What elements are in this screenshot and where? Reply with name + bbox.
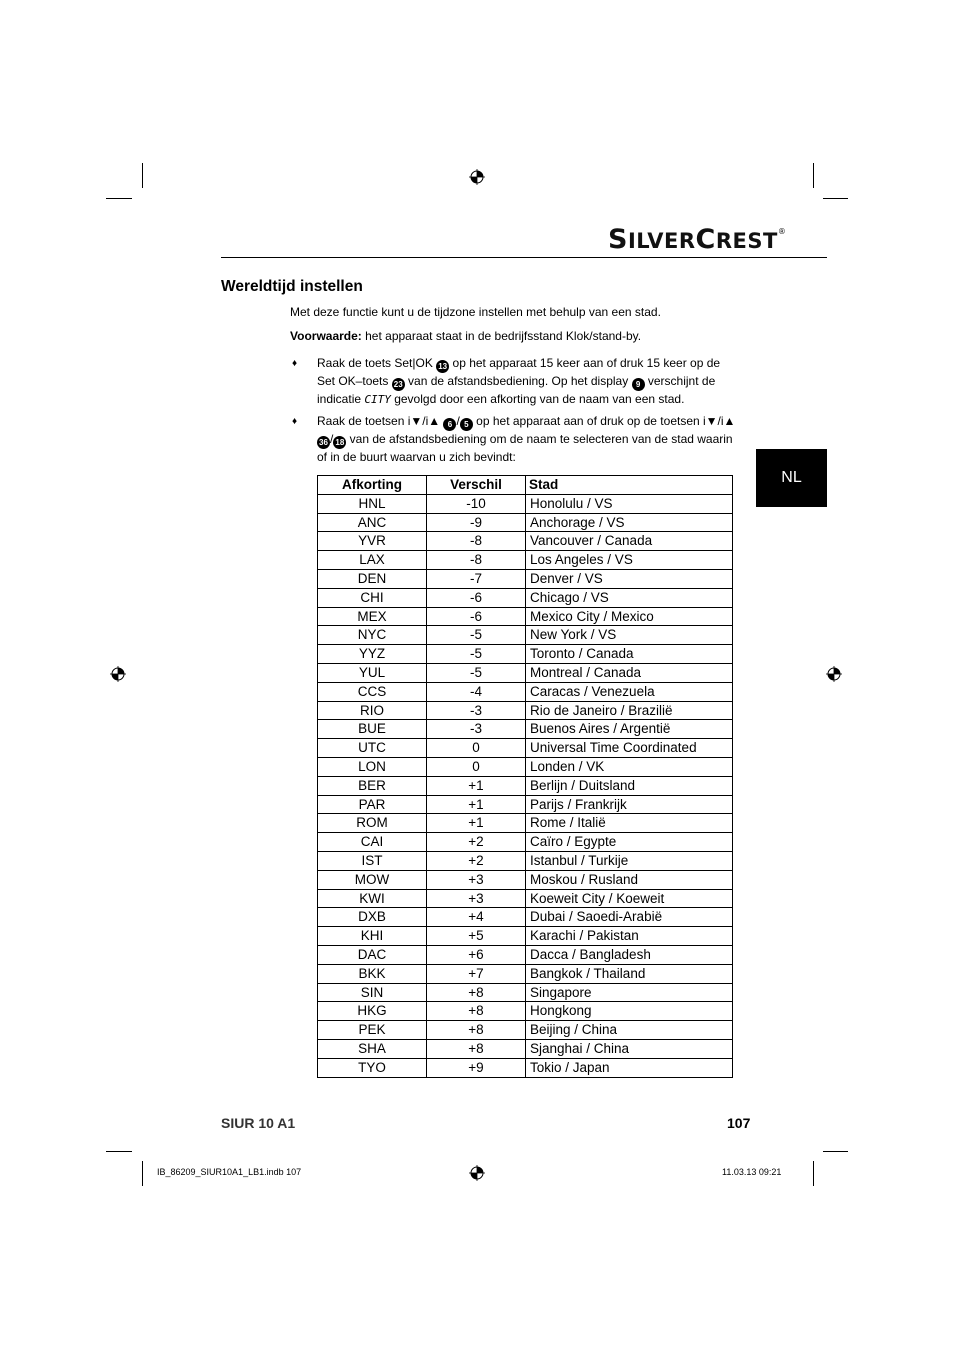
city-cell: Vancouver / Canada [526, 532, 733, 551]
offset-cell: +5 [427, 927, 526, 946]
abbreviation-cell: MOW [318, 870, 427, 889]
header-rule [221, 257, 827, 258]
offset-cell: -6 [427, 607, 526, 626]
abbreviation-cell: KHI [318, 927, 427, 946]
offset-cell: +8 [427, 1021, 526, 1040]
model-number: SIUR 10 A1 [221, 1115, 296, 1131]
offset-cell: +1 [427, 776, 526, 795]
offset-cell: -5 [427, 626, 526, 645]
city-cell: Universal Time Coordinated [526, 739, 733, 758]
abbreviation-cell: NYC [318, 626, 427, 645]
city-cell: Karachi / Pakistan [526, 927, 733, 946]
crop-mark [823, 198, 848, 199]
city-cell: Dubai / Saoedi-Arabië [526, 908, 733, 927]
table-row [318, 645, 733, 664]
abbreviation-cell: IST [318, 851, 427, 870]
brand-logo: SILVERCREST® [608, 224, 787, 255]
abbreviation-cell: RIO [318, 701, 427, 720]
offset-cell: -5 [427, 663, 526, 682]
offset-cell: +3 [427, 870, 526, 889]
table-row [318, 532, 733, 551]
offset-cell: -8 [427, 551, 526, 570]
table-row [318, 682, 733, 701]
offset-cell: -5 [427, 645, 526, 664]
instruction-step-2: Raak de toetsen i▼/i▲ 6 / 5 op het apparaat aan of druk op de toetsen i▼/i▲ 36 / 18 van de afstandsbediening om de naam te selecteren van de stad waarin of in de buurt waarvan u zich bevindt: [317, 414, 736, 464]
column-header: Stad [526, 476, 733, 495]
abbreviation-cell: LON [318, 757, 427, 776]
bullet-icon: ♦ [292, 416, 298, 427]
abbreviation-cell: YYZ [318, 645, 427, 664]
abbreviation-cell: UTC [318, 739, 427, 758]
table-row [318, 964, 733, 983]
city-cell: Chicago / VS [526, 588, 733, 607]
offset-cell: +8 [427, 1002, 526, 1021]
ref-number-badge: 9 [632, 378, 645, 391]
print-slug-date: 11.03.13 09:21 [722, 1167, 782, 1177]
table-row [318, 720, 733, 739]
abbreviation-cell: BER [318, 776, 427, 795]
city-cell: Parijs / Frankrijk [526, 795, 733, 814]
table-row [318, 795, 733, 814]
abbreviation-cell: YVR [318, 532, 427, 551]
abbreviation-cell: HKG [318, 1002, 427, 1021]
abbreviation-cell: CCS [318, 682, 427, 701]
table-row [318, 870, 733, 889]
crop-mark [142, 163, 143, 188]
offset-cell: +8 [427, 1039, 526, 1058]
crop-mark [106, 198, 132, 199]
ref-number-badge: 23 [392, 378, 405, 391]
ref-number-badge: 5 [460, 418, 473, 431]
table-row [318, 513, 733, 532]
table-row [318, 1021, 733, 1040]
offset-cell: -4 [427, 682, 526, 701]
print-slug-file: IB_86209_SIUR10A1_LB1.indb 107 [157, 1167, 302, 1177]
table-row [318, 814, 733, 833]
city-cell: Sjanghai / China [526, 1039, 733, 1058]
city-cell: Dacca / Bangladesh [526, 945, 733, 964]
instruction-step-1: Raak de toets Set|OK 13 op het apparaat 15 keer aan of druk 15 keer op de Set OK–toets 23 van de afstandsbediening. Op het display 9 verschijnt de indicatie CITY gevolgd door een afkorting van de naam van een stad. [317, 356, 721, 406]
table-row [318, 626, 733, 645]
city-cell: Bangkok / Thailand [526, 964, 733, 983]
city-cell: Honolulu / VS [526, 494, 733, 513]
city-cell: Beijing / China [526, 1021, 733, 1040]
abbreviation-cell: LAX [318, 551, 427, 570]
city-cell: Rome / Italië [526, 814, 733, 833]
abbreviation-cell: HNL [318, 494, 427, 513]
table-row [318, 663, 733, 682]
city-cell: Moskou / Rusland [526, 870, 733, 889]
table-row [318, 739, 733, 758]
city-cell: Mexico City / Mexico [526, 607, 733, 626]
abbreviation-cell: SIN [318, 983, 427, 1002]
table-row [318, 851, 733, 870]
ref-number-badge: 13 [436, 360, 449, 373]
table-row [318, 607, 733, 626]
offset-cell: -6 [427, 588, 526, 607]
abbreviation-cell: YUL [318, 663, 427, 682]
table-row [318, 551, 733, 570]
city-cell: Istanbul / Turkije [526, 851, 733, 870]
registration-mark-icon [826, 666, 842, 682]
abbreviation-cell: TYO [318, 1058, 427, 1077]
abbreviation-cell: CAI [318, 833, 427, 852]
city-cell: Buenos Aires / Argentië [526, 720, 733, 739]
offset-cell: +1 [427, 795, 526, 814]
table-row [318, 927, 733, 946]
offset-cell: +2 [427, 851, 526, 870]
abbreviation-cell: PAR [318, 795, 427, 814]
city-cell: Anchorage / VS [526, 513, 733, 532]
city-cell: Toronto / Canada [526, 645, 733, 664]
abbreviation-cell: PEK [318, 1021, 427, 1040]
lcd-indicator: CITY [364, 393, 391, 406]
table-row [318, 776, 733, 795]
city-cell: Londen / VK [526, 757, 733, 776]
offset-cell: +1 [427, 814, 526, 833]
ref-number-badge: 36 [317, 436, 330, 449]
offset-cell: +4 [427, 908, 526, 927]
table-row [318, 908, 733, 927]
timezone-table [317, 475, 733, 1078]
abbreviation-cell: ANC [318, 513, 427, 532]
city-cell: Koeweit City / Koeweit [526, 889, 733, 908]
registration-mark-icon [469, 169, 485, 185]
table-row [318, 1002, 733, 1021]
offset-cell: 0 [427, 739, 526, 758]
crop-mark [813, 1161, 814, 1186]
registration-mark-icon [110, 666, 126, 682]
abbreviation-cell: DAC [318, 945, 427, 964]
table-row [318, 1039, 733, 1058]
offset-cell: +9 [427, 1058, 526, 1077]
abbreviation-cell: KWI [318, 889, 427, 908]
column-header: Afkorting [318, 476, 427, 495]
registration-mark-icon [469, 1165, 485, 1181]
offset-cell: -8 [427, 532, 526, 551]
crop-mark [823, 1151, 848, 1152]
abbreviation-cell: SHA [318, 1039, 427, 1058]
offset-cell: +3 [427, 889, 526, 908]
city-cell: Caïro / Egypte [526, 833, 733, 852]
abbreviation-cell: BKK [318, 964, 427, 983]
offset-cell: -9 [427, 513, 526, 532]
table-row [318, 983, 733, 1002]
offset-cell: +2 [427, 833, 526, 852]
offset-cell: 0 [427, 757, 526, 776]
ref-number-badge: 18 [333, 436, 346, 449]
city-cell: Caracas / Venezuela [526, 682, 733, 701]
offset-cell: -7 [427, 569, 526, 588]
city-cell: Los Angeles / VS [526, 551, 733, 570]
page-number: 107 [727, 1115, 751, 1131]
condition-text: Voorwaarde: het apparaat staat in de bedrijfsstand Klok/stand-by. [290, 329, 642, 343]
crop-mark [106, 1151, 132, 1152]
abbreviation-cell: DXB [318, 908, 427, 927]
offset-cell: +7 [427, 964, 526, 983]
bullet-icon: ♦ [292, 358, 298, 369]
abbreviation-cell: MEX [318, 607, 427, 626]
language-tab: NL [756, 449, 827, 507]
table-row [318, 588, 733, 607]
table-row [318, 1058, 733, 1077]
offset-cell: -10 [427, 494, 526, 513]
city-cell: Tokio / Japan [526, 1058, 733, 1077]
table-row [318, 833, 733, 852]
city-cell: Berlijn / Duitsland [526, 776, 733, 795]
offset-cell: +8 [427, 983, 526, 1002]
table-row [318, 945, 733, 964]
city-cell: Denver / VS [526, 569, 733, 588]
city-cell: Rio de Janeiro / Brazilië [526, 701, 733, 720]
abbreviation-cell: ROM [318, 814, 427, 833]
city-cell: Hongkong [526, 1002, 733, 1021]
offset-cell: -3 [427, 701, 526, 720]
crop-mark [813, 163, 814, 188]
offset-cell: +6 [427, 945, 526, 964]
abbreviation-cell: CHI [318, 588, 427, 607]
table-row [318, 494, 733, 513]
city-cell: New York / VS [526, 626, 733, 645]
offset-cell: -3 [427, 720, 526, 739]
abbreviation-cell: DEN [318, 569, 427, 588]
intro-text: Met deze functie kunt u de tijdzone instellen met behulp van een stad. [290, 305, 661, 319]
table-row [318, 889, 733, 908]
abbreviation-cell: BUE [318, 720, 427, 739]
table-row [318, 701, 733, 720]
table-row [318, 757, 733, 776]
city-cell: Montreal / Canada [526, 663, 733, 682]
table-header-row [318, 476, 733, 495]
crop-mark [142, 1161, 143, 1186]
ref-number-badge: 6 [443, 418, 456, 431]
section-heading: Wereldtijd instellen [221, 278, 363, 295]
column-header: Verschil [427, 476, 526, 495]
city-cell: Singapore [526, 983, 733, 1002]
table-row [318, 569, 733, 588]
